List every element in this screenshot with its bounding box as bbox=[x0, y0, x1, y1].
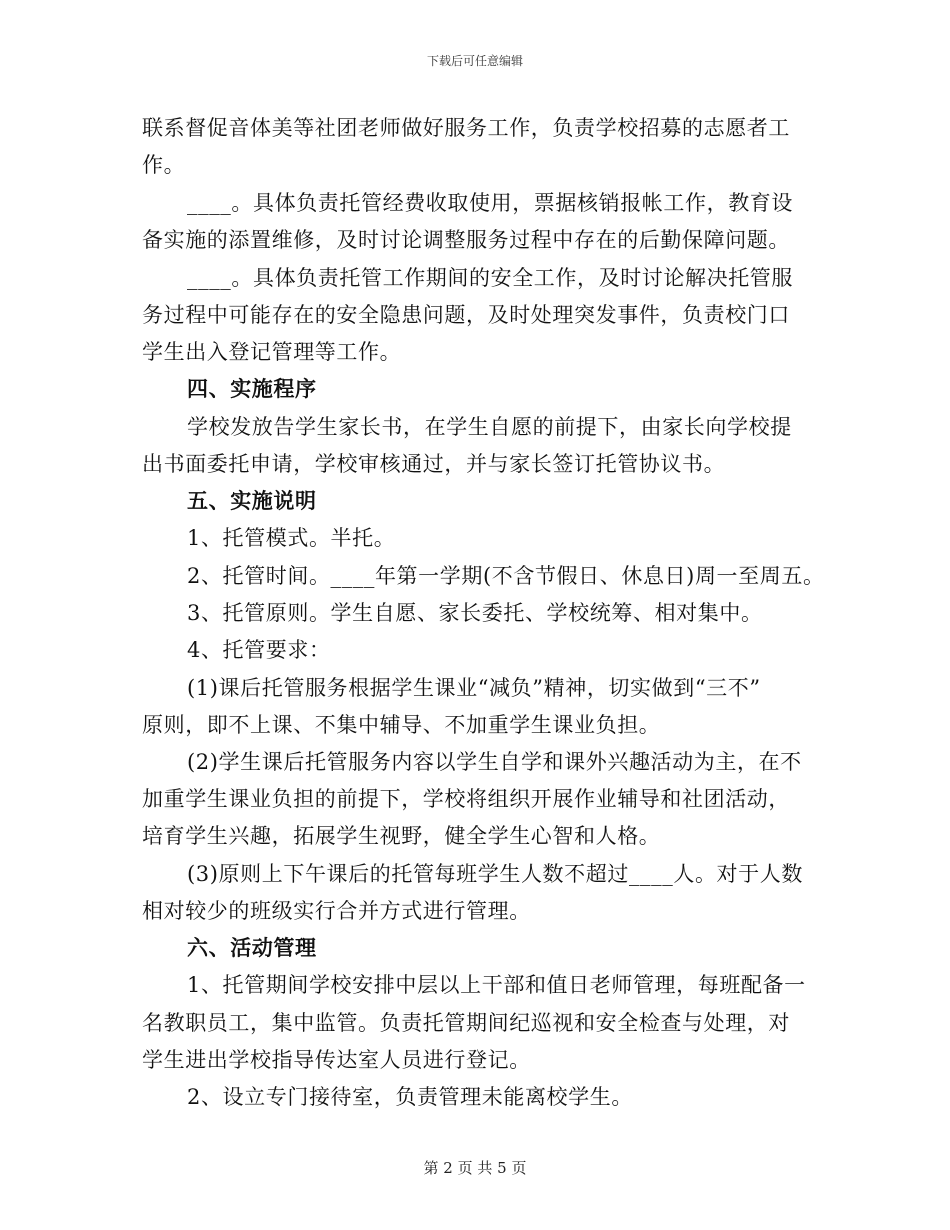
paragraph-line: 出书面委托申请，学校审核通过，并与家长签订托管协议书。 bbox=[142, 452, 726, 476]
section-heading: 五、实施说明 bbox=[187, 488, 317, 513]
paragraph-line: 原则，即不上课、不集中辅导、不加重学生课业负担。 bbox=[142, 713, 661, 737]
paragraph-line: 作。 bbox=[142, 153, 186, 177]
page-footer: 第 2 页 共 5 页 bbox=[423, 1159, 527, 1177]
paragraph-line: 学生出入登记管理等工作。 bbox=[142, 340, 402, 364]
paragraph-line: 学生进出学校指导传达室人员进行登记。 bbox=[142, 1048, 531, 1072]
paragraph-line: 相对较少的班级实行合并方式进行管理。 bbox=[142, 899, 531, 923]
paragraph-line: 联系督促音体美等社团老师做好服务工作，负责学校招募的志愿者工 bbox=[142, 116, 790, 140]
page-header: 下载后可任意编辑 bbox=[426, 54, 523, 68]
section-heading: 六、活动管理 bbox=[187, 935, 317, 960]
list-item: (1)课后托管服务根据学生课业“减负”精神，切实做到“三不” bbox=[187, 676, 761, 700]
list-item: 4、托管要求： bbox=[187, 638, 331, 662]
list-item: 2、托管时间。____年第一学期(不含节假日、休息日)周一至周五。 bbox=[187, 564, 825, 588]
list-item: 1、托管期间学校安排中层以上干部和值日老师管理，每班配备一 bbox=[187, 973, 806, 997]
paragraph-line: ____。具体负责托管经费收取使用，票据核销报帐工作，教育设 bbox=[187, 191, 793, 215]
list-item: 1、托管模式。半托。 bbox=[187, 526, 396, 550]
list-item: (3)原则上下午课后的托管每班学生人数不超过____人。对于人数 bbox=[187, 862, 803, 886]
paragraph-line: ____。具体负责托管工作期间的安全工作，及时讨论解决托管服 bbox=[187, 266, 793, 290]
list-item: 3、托管原则。学生自愿、家长委托、学校统筹、相对集中。 bbox=[187, 601, 763, 625]
paragraph-line: 务过程中可能存在的安全隐患问题，及时处理突发事件，负责校门口 bbox=[142, 303, 790, 327]
list-item: 2、设立专门接待室，负责管理未能离校学生。 bbox=[187, 1085, 633, 1109]
paragraph-line: 学校发放告学生家长书，在学生自愿的前提下，由家长向学校提 bbox=[187, 415, 792, 439]
list-item: (2)学生课后托管服务内容以学生自学和课外兴趣活动为主，在不 bbox=[187, 750, 802, 774]
paragraph-line: 培育学生兴趣，拓展学生视野，健全学生心智和人格。 bbox=[142, 824, 661, 848]
paragraph-line: 备实施的添置维修，及时讨论调整服务过程中存在的后勤保障问题。 bbox=[142, 228, 790, 252]
paragraph-line: 加重学生课业负担的前提下，学校将组织开展作业辅导和社团活动， bbox=[142, 787, 790, 811]
section-heading: 四、实施程序 bbox=[187, 376, 317, 401]
paragraph-line: 名教职员工，集中监管。负责托管期间纪巡视和安全检查与处理，对 bbox=[142, 1011, 790, 1035]
